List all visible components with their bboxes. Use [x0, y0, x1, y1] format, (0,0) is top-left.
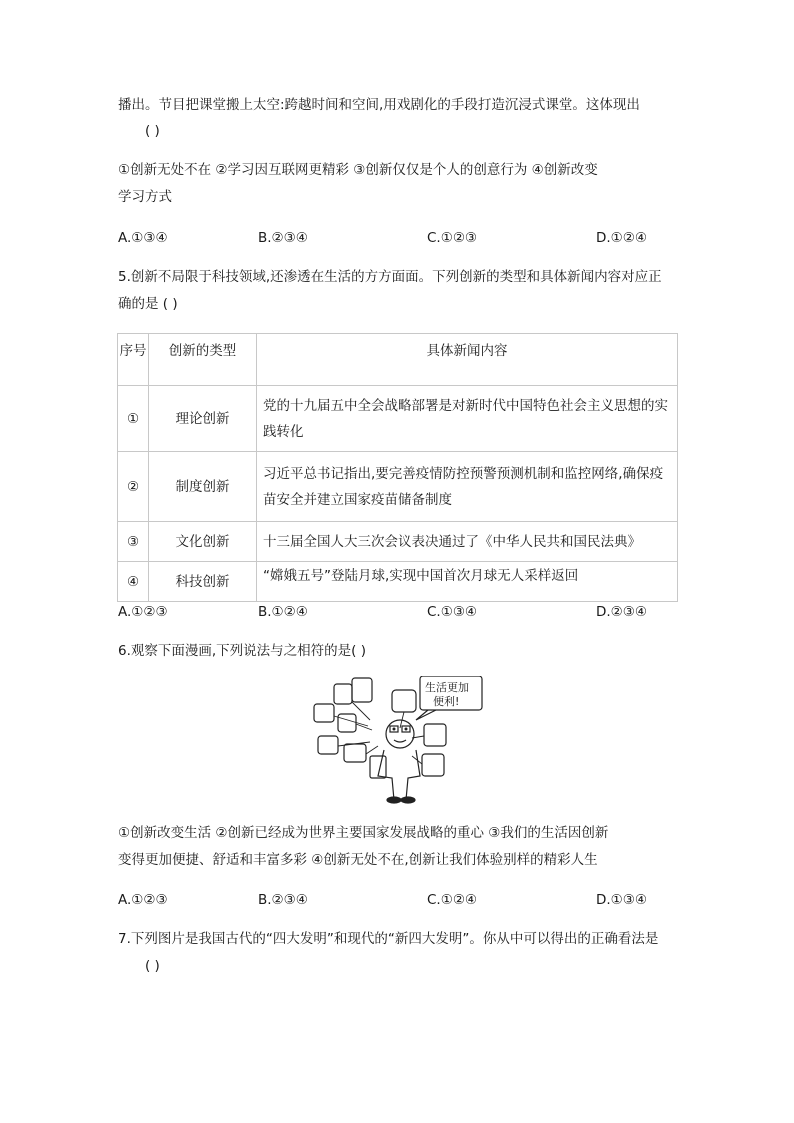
q5-option-c: C.①③④	[427, 604, 478, 620]
restaurant-icon	[352, 678, 372, 702]
taxi-icon	[392, 690, 416, 712]
q4-option-b: B.②③④	[258, 230, 308, 246]
table-row	[118, 562, 678, 602]
q6-option-c: C.①②④	[427, 892, 478, 908]
table-row	[118, 386, 678, 452]
q7-answer-blank: ( )	[145, 958, 160, 974]
q5-option-b: B.①②④	[258, 604, 308, 620]
q6-option-d: D.①③④	[596, 892, 647, 908]
row-number: ②	[118, 452, 149, 522]
row-number: ③	[118, 522, 149, 562]
q5-option-a: A.①②③	[118, 604, 168, 620]
row-content: 习近平总书记指出,要完善疫情防控预警预测机制和监控网络,确保疫苗安全并建立国家疫苗储备制度	[257, 452, 678, 522]
q4-option-c: C.①②③	[427, 230, 478, 246]
row-number: ④	[118, 562, 149, 602]
header-type: 创新的类型	[149, 334, 257, 386]
q6-option-b: B.②③④	[258, 892, 308, 908]
q4-text-line1: 播出。节目把课堂搬上太空:跨越时间和空间,用戏剧化的手段打造沉浸式课堂。这体现出	[118, 97, 640, 113]
row-type: 科技创新	[149, 562, 257, 602]
q4-option-d: D.①②④	[596, 230, 647, 246]
coffee-icon	[314, 704, 334, 722]
car-icon	[344, 744, 366, 762]
row-content: 党的十九届五中全会战略部署是对新时代中国特色社会主义思想的实践转化	[257, 386, 678, 452]
bubble-text-line2: 便利!	[433, 695, 460, 708]
gift-icon	[424, 724, 446, 746]
q4-statements-line2: 学习方式	[118, 189, 172, 205]
q5-question-line2: 确的是 ( )	[118, 296, 178, 312]
q6-question: 6.观察下面漫画,下列说法与之相符的是( )	[118, 643, 366, 659]
row-number: ①	[118, 386, 149, 452]
bubble-text-line1: 生活更加	[425, 681, 469, 694]
shopping-icon	[334, 684, 352, 704]
cartoon-illustration	[308, 676, 488, 804]
table-row	[118, 452, 678, 522]
q4-option-a: A.①③④	[118, 230, 168, 246]
row-type: 理论创新	[149, 386, 257, 452]
table-header-row	[118, 334, 678, 386]
q6-statements-line2: 变得更加便捷、舒适和丰富多彩 ④创新无处不在,创新让我们体验别样的精彩人生	[118, 852, 598, 868]
header-content: 具体新闻内容	[257, 334, 678, 386]
q6-option-a: A.①②③	[118, 892, 168, 908]
table-row	[118, 522, 678, 562]
q6-statements-line1: ①创新改变生活 ②创新已经成为世界主要国家发展战略的重心 ③我们的生活因创新	[118, 825, 609, 841]
header-number: 序号	[118, 334, 149, 386]
book-icon	[422, 754, 444, 776]
handshake-icon	[318, 736, 338, 754]
q5-option-d: D.②③④	[596, 604, 647, 620]
q5-question-line1: 5.创新不局限于科技领域,还渗透在生活的方方面面。下列创新的类型和具体新闻内容对应正	[118, 269, 662, 285]
row-content: 十三届全国人大三次会议表决通过了《中华人民共和国民法典》	[257, 522, 678, 562]
row-content: “嫦娥五号”登陆月球,实现中国首次月球无人采样返回	[257, 562, 678, 602]
medical-cross-icon	[338, 714, 356, 732]
innovation-news-table	[117, 333, 678, 602]
q4-answer-blank: ( )	[145, 123, 160, 139]
q4-statements-line1: ①创新无处不在 ②学习因互联网更精彩 ③创新仅仅是个人的创意行为 ④创新改变	[118, 162, 598, 178]
q7-question-line1: 7.下列图片是我国古代的“四大发明”和现代的“新四大发明”。你从中可以得出的正确看法是	[118, 931, 659, 947]
row-type: 制度创新	[149, 452, 257, 522]
row-type: 文化创新	[149, 522, 257, 562]
